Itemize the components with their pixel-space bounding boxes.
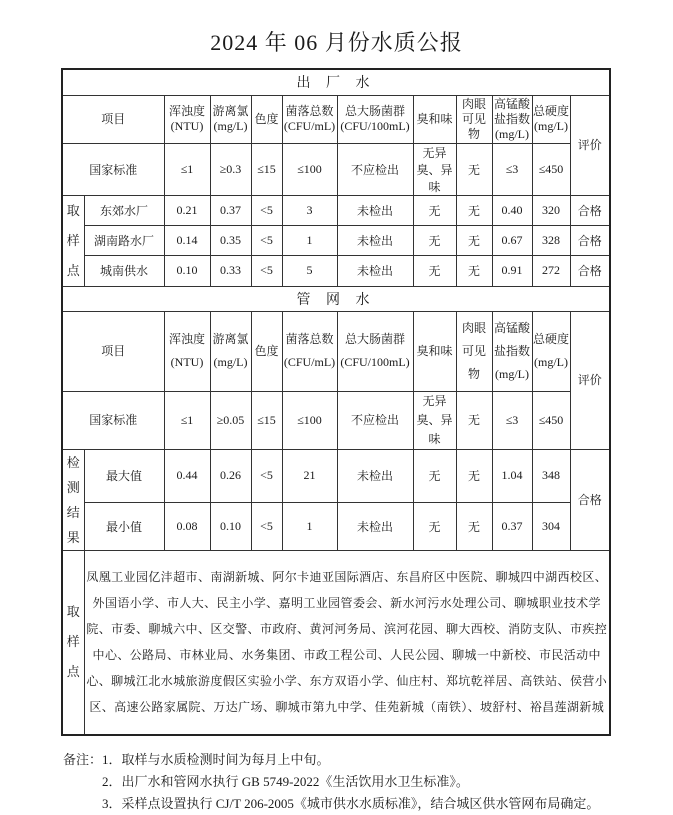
value-cell: 0.08 xyxy=(164,502,210,550)
value-cell: 272 xyxy=(532,256,570,286)
evaluation-cell: 合格 xyxy=(570,256,610,286)
standard-label-cell: 国家标准 xyxy=(62,143,164,195)
col-header-visible-matter: 肉眼可见物 xyxy=(456,311,492,391)
value-cell: 320 xyxy=(532,195,570,225)
notes xyxy=(63,749,673,815)
standard-value-cell: ≤1 xyxy=(164,143,210,195)
col-header-coliform: 总大肠菌群 (CFU/100mL) xyxy=(337,95,413,143)
value-cell: <5 xyxy=(251,502,282,550)
col-header-colony-count: 菌落总数 (CFU/mL) xyxy=(282,311,337,391)
col-header-evaluation: 评价 xyxy=(570,95,610,195)
section-title-network-water: 管 网 水 xyxy=(62,286,610,311)
value-cell: 1 xyxy=(282,502,337,550)
value-cell: 0.44 xyxy=(164,449,210,502)
standard-value-cell: ≤100 xyxy=(282,143,337,195)
value-cell: 0.35 xyxy=(210,225,251,255)
col-header-free-chlorine: 游离氯 (mg/L) xyxy=(210,95,251,143)
value-cell: 无 xyxy=(413,225,456,255)
value-cell: 0.37 xyxy=(492,502,532,550)
value-cell: 0.67 xyxy=(492,225,532,255)
standard-value-cell: ≤3 xyxy=(492,391,532,449)
note-item: 3．采样点设置执行 CJ/T 206-2005《城市供水水质标准》，结合城区供水管网布局确定。 xyxy=(102,796,600,811)
value-cell: 0.37 xyxy=(210,195,251,225)
evaluation-cell: 合格 xyxy=(570,449,610,550)
section-row-finished-water xyxy=(62,69,610,95)
col-header-free-chlorine: 游离氯 (mg/L) xyxy=(210,311,251,391)
result-row-name: 最大值 xyxy=(84,449,164,502)
value-cell: 1.04 xyxy=(492,449,532,502)
col-header-odor: 臭和味 xyxy=(413,95,456,143)
header-row-network-water xyxy=(62,311,610,391)
standard-value-cell: ≤15 xyxy=(251,143,282,195)
value-cell: 0.10 xyxy=(210,502,251,550)
value-cell: 无 xyxy=(413,195,456,225)
col-header-visible-matter: 肉眼可见物 xyxy=(456,95,492,143)
col-header-evaluation: 评价 xyxy=(570,311,610,449)
col-header-permanganate-index: 高锰酸盐指数 (mg/L) xyxy=(492,95,532,143)
value-cell: 无 xyxy=(456,449,492,502)
col-header-color: 色度 xyxy=(251,311,282,391)
value-cell: 21 xyxy=(282,449,337,502)
standard-value-cell: 不应检出 xyxy=(337,143,413,195)
sampling-points-row xyxy=(62,550,610,735)
header-row-finished-water xyxy=(62,95,610,143)
standard-value-cell: ≤450 xyxy=(532,143,570,195)
value-cell: 304 xyxy=(532,502,570,550)
value-cell: <5 xyxy=(251,256,282,286)
value-cell: 无 xyxy=(456,256,492,286)
col-header-item: 项目 xyxy=(62,311,164,391)
value-cell: 1 xyxy=(282,225,337,255)
national-standard-row-network xyxy=(62,391,610,449)
col-header-hardness: 总硬度 (mg/L) xyxy=(532,311,570,391)
sample-site-name: 湖南路水厂 xyxy=(84,225,164,255)
page-title: 2024 年 06 月份水质公报 xyxy=(210,30,463,55)
sample-site-name: 东郊水厂 xyxy=(84,195,164,225)
national-standard-row-finished xyxy=(62,143,610,195)
value-cell: <5 xyxy=(251,225,282,255)
value-cell: 5 xyxy=(282,256,337,286)
standard-value-cell: ≤3 xyxy=(492,143,532,195)
col-header-turbidity: 浑浊度 (NTU) xyxy=(164,95,210,143)
col-header-colony-count: 菌落总数 (CFU/mL) xyxy=(282,95,337,143)
value-cell: 无 xyxy=(413,449,456,502)
row-group-label-test-results: 检 测 结 果 xyxy=(62,449,84,550)
col-header-permanganate-index: 高锰酸盐指数 (mg/L) xyxy=(492,311,532,391)
standard-value-cell: 无异臭、异味 xyxy=(413,391,456,449)
value-cell: 无 xyxy=(456,225,492,255)
col-header-hardness: 总硬度 (mg/L) xyxy=(532,95,570,143)
standard-value-cell: 不应检出 xyxy=(337,391,413,449)
standard-value-cell: ≤100 xyxy=(282,391,337,449)
value-cell: 无 xyxy=(456,195,492,225)
standard-value-cell: 无 xyxy=(456,143,492,195)
value-cell: 无 xyxy=(456,502,492,550)
standard-value-cell: ≤450 xyxy=(532,391,570,449)
row-group-label-sampling-points: 取 样 点 xyxy=(62,195,84,286)
note-item: 2．出厂水和管网水执行 GB 5749-2022《生活饮用水卫生标准》。 xyxy=(102,774,469,789)
value-cell: <5 xyxy=(251,449,282,502)
table-row-chengnan xyxy=(62,256,610,286)
table-row-dongjiao xyxy=(62,195,610,225)
table-row-max xyxy=(62,449,610,502)
table-row-min xyxy=(62,502,610,550)
standard-value-cell: 无异臭、异味 xyxy=(413,143,456,195)
value-cell: 0.91 xyxy=(492,256,532,286)
col-header-color: 色度 xyxy=(251,95,282,143)
evaluation-cell: 合格 xyxy=(570,195,610,225)
value-cell: 未检出 xyxy=(337,195,413,225)
col-header-item: 项目 xyxy=(62,95,164,143)
sampling-points-text: 凤凰工业园亿沣超市、南湖新城、阿尔卡迪亚国际酒店、东昌府区中医院、聊城四中湖西校区、外国语小学、市人大、民主小学、嘉明工业园管委会、新水河污水处理公司、聊城职业技术学院、市委、聊城六中、区交警、市政府、黄河河务局、滨河花园、聊大西校、消防支队、市疾控中心、公路局、市林业局、水务集团、市政工程公司、人民公园、聊城一中新校、市民活动中心、聊城江北水城旅游度假区实验小学、东方双语小学、仙庄村、郑坑乾祥居、高铁站、侯营小区、高速公路家属院、万达广场、聊城市第九中学、佳苑新城（南铁）、坡舒村、裕昌莲湖新城 xyxy=(84,550,610,735)
sample-site-name: 城南供水 xyxy=(84,256,164,286)
section-row-network-water xyxy=(62,286,610,311)
value-cell: 0.40 xyxy=(492,195,532,225)
value-cell: 未检出 xyxy=(337,225,413,255)
standard-value-cell: 无 xyxy=(456,391,492,449)
value-cell: 无 xyxy=(413,502,456,550)
standard-value-cell: ≥0.3 xyxy=(210,143,251,195)
col-header-turbidity: 浑浊度 (NTU) xyxy=(164,311,210,391)
water-quality-table xyxy=(61,68,611,736)
value-cell: 0.10 xyxy=(164,256,210,286)
value-cell: 328 xyxy=(532,225,570,255)
row-group-label-sampling-points: 取 样 点 xyxy=(62,550,84,735)
table-row-hunanlu xyxy=(62,225,610,255)
value-cell: 348 xyxy=(532,449,570,502)
standard-value-cell: ≤15 xyxy=(251,391,282,449)
value-cell: 0.33 xyxy=(210,256,251,286)
evaluation-cell: 合格 xyxy=(570,225,610,255)
value-cell: 未检出 xyxy=(337,256,413,286)
section-title-finished-water: 出 厂 水 xyxy=(62,69,610,95)
value-cell: 0.26 xyxy=(210,449,251,502)
value-cell: 未检出 xyxy=(337,449,413,502)
value-cell: 3 xyxy=(282,195,337,225)
note-item: 1．取样与水质检测时间为每月上中旬。 xyxy=(102,752,330,767)
value-cell: 未检出 xyxy=(337,502,413,550)
col-header-odor: 臭和味 xyxy=(413,311,456,391)
col-header-coliform: 总大肠菌群 (CFU/100mL) xyxy=(337,311,413,391)
standard-value-cell: ≥0.05 xyxy=(210,391,251,449)
result-row-name: 最小值 xyxy=(84,502,164,550)
value-cell: 无 xyxy=(413,256,456,286)
standard-label-cell: 国家标准 xyxy=(62,391,164,449)
standard-value-cell: ≤1 xyxy=(164,391,210,449)
notes-label: 备注： xyxy=(63,752,103,767)
value-cell: 0.21 xyxy=(164,195,210,225)
value-cell: <5 xyxy=(251,195,282,225)
value-cell: 0.14 xyxy=(164,225,210,255)
